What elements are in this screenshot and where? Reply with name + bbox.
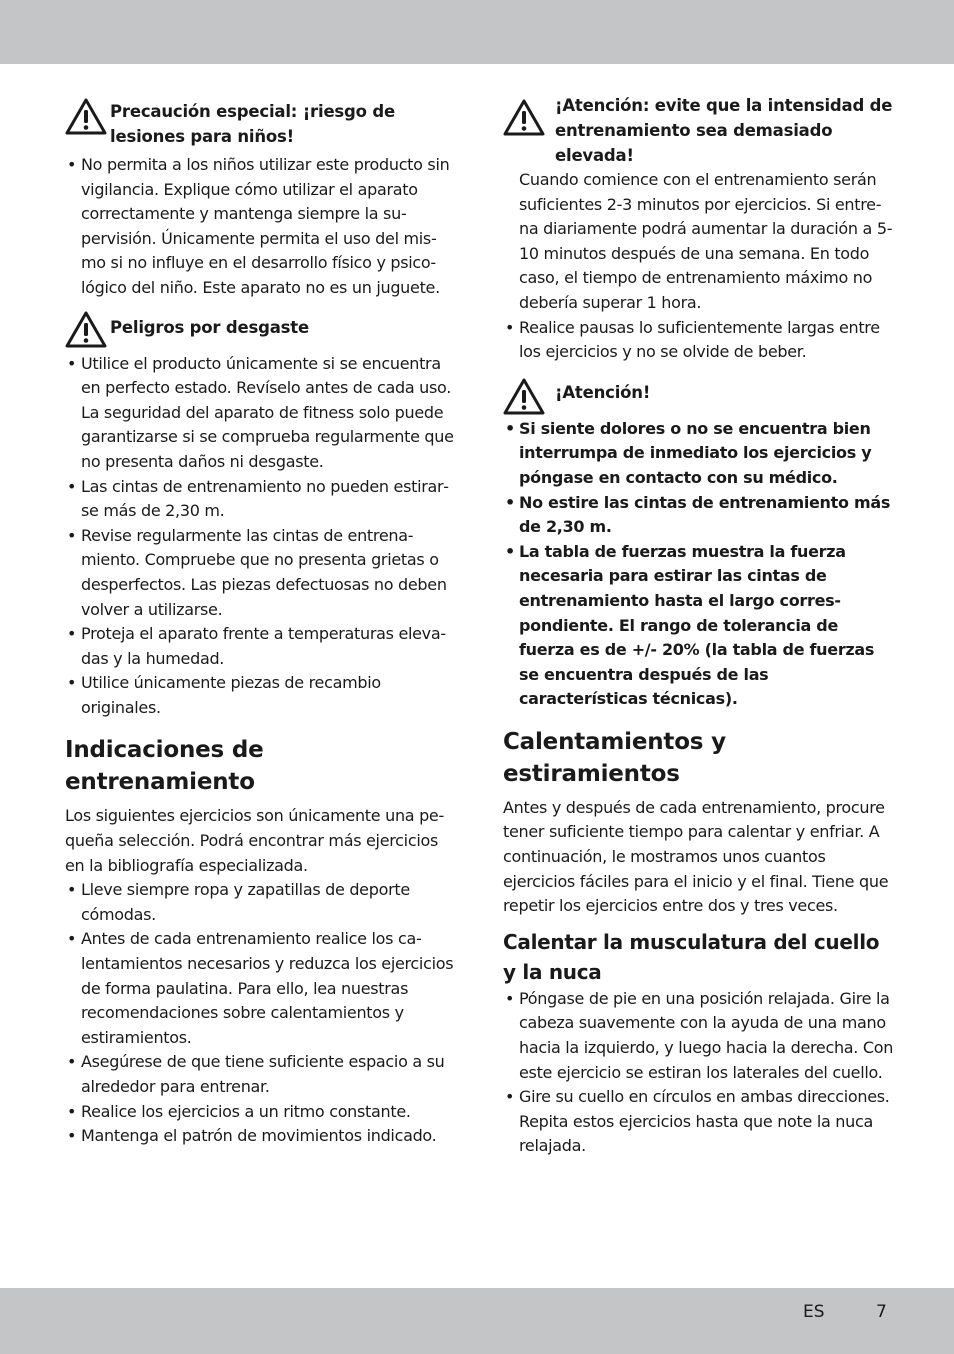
subsection-list — [503, 987, 895, 1159]
list-item: • Póngase de pie en una posición relajada. Gire la cabeza suavemente con la ayuda de una mano hacia la izquierdo, y luego hacia la derecha. Con este ejercicio se estiran los laterales del cuello. — [503, 987, 895, 1085]
warning-title: Precaución especial: ¡riesgo de lesiones para niños! — [110, 102, 395, 146]
page-number: 7 — [876, 1302, 887, 1322]
section-intro: Antes y después de cada entrenamiento, procure tener suficiente tiempo para calentar y enfriar. A continuación, le mostramos unos cuantos ejercicios fáciles para el inicio y el final. Tiene que repetir los ejercicios entre dos y tres veces. — [503, 797, 889, 916]
warning-list — [65, 153, 455, 301]
right-column — [503, 93, 895, 1159]
warning-intensity — [503, 93, 895, 168]
list-item: • Gire su cuello en círculos en ambas direcciones. Repita estos ejercicios hasta que note la nuca relajada. — [503, 1085, 895, 1159]
warning-list — [503, 316, 895, 365]
list-item: • Si siente dolores o no se encuentra bien interrumpa de inmediato los ejercicios y póngase en contacto con su médico. — [503, 417, 895, 491]
warning-title: ¡Atención: evite que la intensidad de entrenamiento sea demasiado elevada! — [555, 96, 893, 165]
list-item: • Proteja el aparato frente a temperaturas elevadas y la humedad. — [65, 622, 455, 671]
warning-triangle-icon — [65, 311, 107, 348]
list-item: • Las cintas de entrenamiento no pueden estirarse más de 2,30 m. — [65, 475, 455, 524]
list-item: • Utilice únicamente piezas de recambio originales. — [65, 671, 455, 720]
left-column — [65, 98, 455, 1149]
list-item: • Asegúrese de que tiene suficiente espacio a su alrededor para entrenar. — [65, 1050, 455, 1099]
list-item: • La tabla de fuerzas muestra la fuerza necesaria para estirar las cintas de entrenamiento hasta el largo correspondiente. El rango de tolerancia de fuerza es de +/- 20% (la tabla de fuerzas se encuentra después de las características técnicas). — [503, 540, 895, 712]
section-heading: Indicaciones de entrenamiento — [65, 737, 264, 796]
list-item: • Realice los ejercicios a un ritmo constante. — [65, 1100, 455, 1125]
warning-text: Cuando comience con el entrenamiento serán suficientes 2-3 minutos por ejercicios. Si entrena diariamente podrá aumentar la duración a 5-10 minutos después de una semana. En todo caso, el tiempo de entrenamiento máximo no debería superar 1 hora. — [519, 170, 893, 312]
warning-list — [65, 352, 455, 721]
list-item: • Antes de cada entrenamiento realice los calentamientos necesarios y reduzca los ejercicios de forma paulatina. Para ello, lea nuestras recomendaciones sobre calentamientos y estiramientos. — [65, 927, 455, 1050]
list-item: • No permita a los niños utilizar este producto sin vigilancia. Explique cómo utilizar el aparato correctamente y mantenga siempre la supervisión. Únicamente permita el uso del mismo si no influye en el desarrollo físico y psicológico del niño. Este aparato no es un juguete. — [65, 153, 455, 301]
footer-language: ES — [803, 1302, 825, 1322]
list-item: • Realice pausas lo suficientemente largas entre los ejercicios y no se olvide de beber. — [503, 316, 895, 365]
warning-wear — [65, 311, 455, 348]
warning-children — [65, 98, 455, 149]
warning-triangle-icon — [503, 99, 545, 136]
section-intro: Los siguientes ejercicios son únicamente una pequeña selección. Podrá encontrar más ejercicios en la bibliografía especializada. — [65, 806, 445, 875]
warning-title: Peligros por desgaste — [110, 317, 309, 337]
warning-list — [503, 417, 895, 712]
list-item: • Utilice el producto únicamente si se encuentra en perfecto estado. Revíselo antes de cada uso. La seguridad del aparato de fitness solo puede garantizarse si se comprueba regularmente que no presenta daños ni desgaste. — [65, 352, 455, 475]
warning-attention — [503, 378, 895, 415]
header-band — [0, 0, 954, 64]
section-list — [65, 878, 455, 1149]
warning-title: ¡Atención! — [555, 382, 651, 402]
list-item: • Mantenga el patrón de movimientos indicado. — [65, 1124, 455, 1149]
list-item: • Revise regularmente las cintas de entrenamiento. Compruebe que no presenta grietas o desperfectos. Las piezas defectuosas no deben volver a utilizarse. — [65, 524, 455, 622]
list-item: • No estire las cintas de entrenamiento más de 2,30 m. — [503, 491, 895, 540]
warning-triangle-icon — [503, 378, 545, 415]
subsection-heading: Calentar la musculatura del cuello y la nuca — [503, 929, 880, 984]
warning-triangle-icon — [65, 98, 107, 135]
section-heading: Calentamientos y estiramientos — [503, 728, 726, 787]
list-item: • Lleve siempre ropa y zapatillas de deporte cómodas. — [65, 878, 455, 927]
